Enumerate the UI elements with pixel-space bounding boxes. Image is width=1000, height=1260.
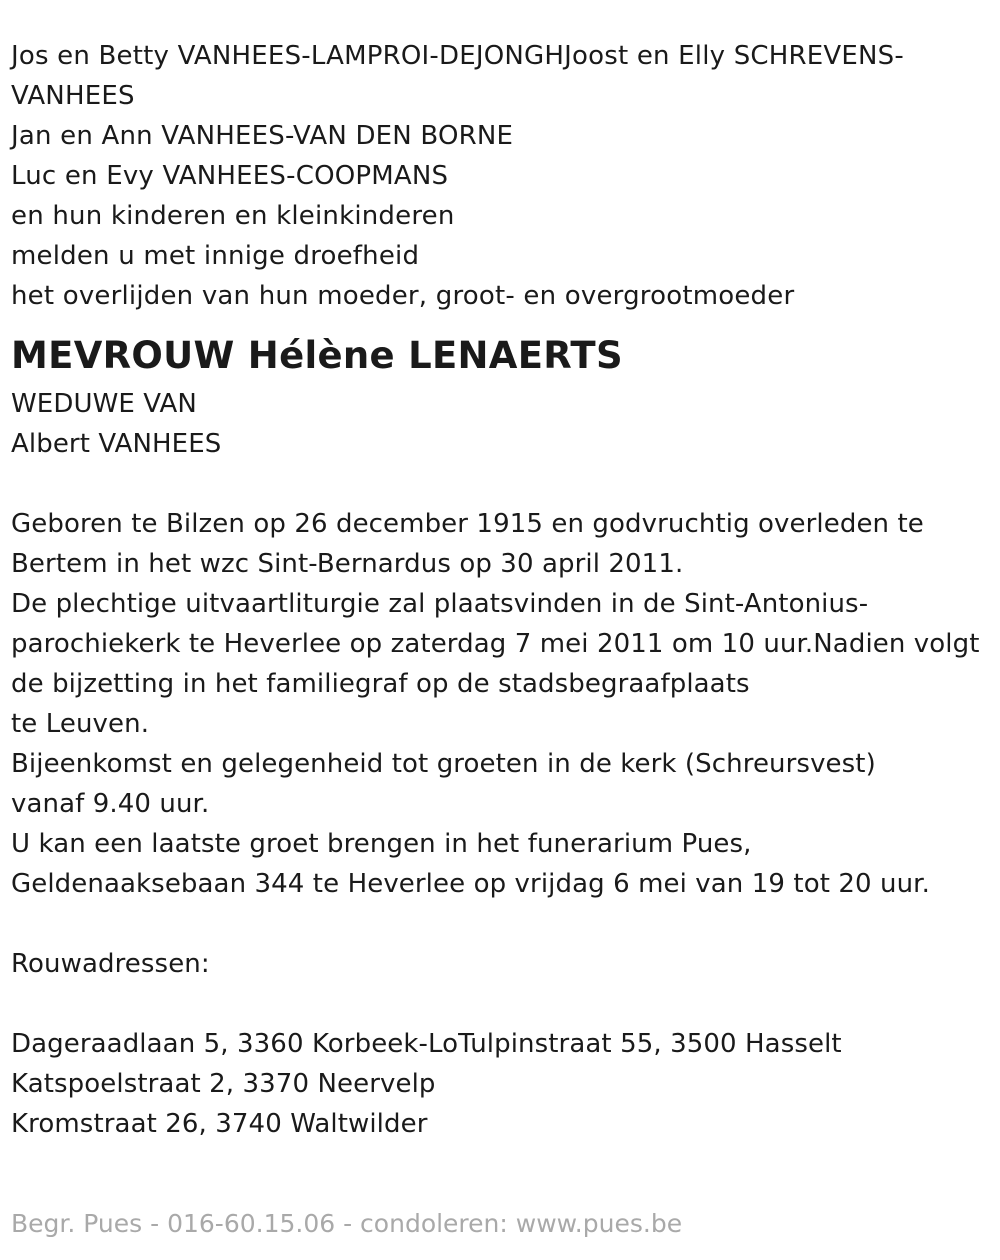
spacer bbox=[11, 904, 988, 944]
detail-line: De plechtige uitvaartliturgie zal plaatsvinden in de Sint-Antonius- bbox=[11, 589, 869, 619]
family-line: melden u met innige droefheid bbox=[11, 241, 420, 271]
undertaker-footer: Begr. Pues - 016-60.15.06 - condoleren: www.pues.be bbox=[11, 1209, 683, 1238]
address-line: Katspoelstraat 2, 3370 Neervelp bbox=[11, 1069, 436, 1099]
detail-line: Geboren te Bilzen op 26 december 1915 en godvruchtig overleden te bbox=[11, 509, 924, 539]
family-line: Jos en Betty VANHEES-LAMPROI-DEJONGHJoost en Elly SCHREVENS- bbox=[11, 41, 904, 71]
address-line: Kromstraat 26, 3740 Waltwilder bbox=[11, 1109, 428, 1139]
detail-line: vanaf 9.40 uur. bbox=[11, 789, 210, 819]
funeral-details bbox=[11, 504, 988, 904]
spacer bbox=[11, 464, 988, 504]
detail-line: Bijeenkomst en gelegenheid tot groeten in de kerk (Schreursvest) bbox=[11, 749, 876, 779]
family-line: het overlijden van hun moeder, groot- en overgrootmoeder bbox=[11, 281, 795, 311]
deceased-name: MEVROUW Hélène LENAERTS bbox=[11, 334, 623, 377]
family-line: VANHEES bbox=[11, 81, 135, 111]
spouse-name: Albert VANHEES bbox=[11, 429, 222, 459]
family-announcement bbox=[11, 36, 988, 316]
address-line: Dageraadlaan 5, 3360 Korbeek-LoTulpinstraat 55, 3500 Hasselt bbox=[11, 1029, 842, 1059]
detail-line: de bijzetting in het familiegraf op de stadsbegraafplaats bbox=[11, 669, 750, 699]
detail-line: Bertem in het wzc Sint-Bernardus op 30 april 2011. bbox=[11, 549, 684, 579]
deceased-block bbox=[11, 332, 988, 464]
addresses-label: Rouwadressen: bbox=[11, 949, 210, 979]
family-line: Jan en Ann VANHEES-VAN DEN BORNE bbox=[11, 121, 514, 151]
detail-line: te Leuven. bbox=[11, 709, 150, 739]
mourning-addresses bbox=[11, 1024, 988, 1144]
spacer bbox=[11, 984, 988, 1024]
detail-line: parochiekerk te Heverlee op zaterdag 7 mei 2011 om 10 uur.Nadien volgt bbox=[11, 629, 980, 659]
family-line: en hun kinderen en kleinkinderen bbox=[11, 201, 455, 231]
detail-line: Geldenaaksebaan 344 te Heverlee op vrijdag 6 mei van 19 tot 20 uur. bbox=[11, 869, 930, 899]
family-line: Luc en Evy VANHEES-COOPMANS bbox=[11, 161, 449, 191]
widow-label: WEDUWE VAN bbox=[11, 389, 197, 419]
detail-line: U kan een laatste groet brengen in het funerarium Pues, bbox=[11, 829, 752, 859]
